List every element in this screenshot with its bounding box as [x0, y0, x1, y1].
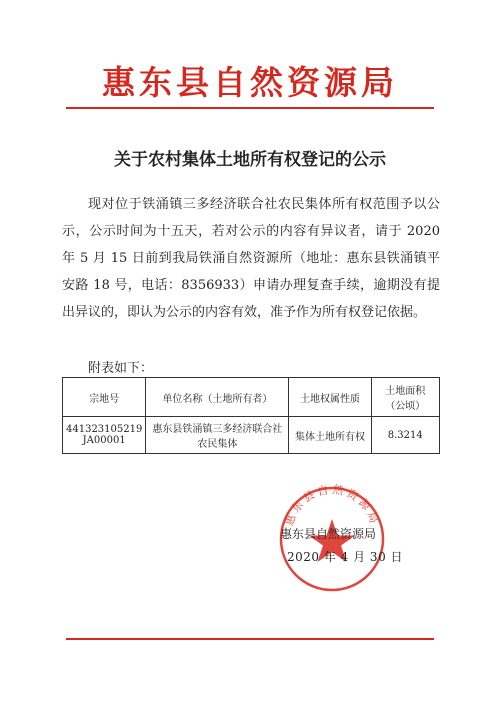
owner-line1: 惠东县铁涌镇三多经济联合社	[152, 424, 283, 435]
footer-divider	[66, 638, 434, 640]
letterhead-divider	[66, 107, 434, 109]
header-area-line2: （公顷）	[385, 401, 426, 412]
cell-nature: 集体土地所有权	[289, 417, 371, 454]
header-area-line1: 土地面积	[385, 386, 426, 397]
document-title: 关于农村集体土地所有权登记的公示	[114, 150, 386, 170]
notice-paragraph: 现对位于铁涌镇三多经济联合社农民集体所有权范围予以公示，公示时间为十五天，若对公示的内容有异议者，请于 2020 年 5 月 15 日前到我局铁涌自然资源所（地址：惠东县铁涌镇平安路 18 号，电话：8356933）申请办理复查手续，逾期没有提出异议的，即认为公示的内容有效，准予作为所有权登记依据。	[62, 197, 440, 320]
cell-area: 8.3214	[371, 417, 439, 454]
table-header-row	[63, 378, 440, 417]
signature-org: 惠东县自然资源局	[280, 527, 377, 541]
parcel-code-line2: JA00001	[82, 435, 126, 446]
signature-date: 2020 年 4 月 30 日	[287, 550, 404, 564]
table-row	[63, 417, 440, 454]
header-owner: 单位名称（土地所有者）	[146, 378, 289, 417]
header-nature: 土地权属性质	[289, 378, 371, 417]
land-registration-table	[62, 377, 440, 454]
seal-text: 惠东县自然资源局	[282, 484, 382, 528]
header-parcel-code: 宗地号	[63, 378, 146, 417]
notice-body	[62, 191, 440, 326]
parcel-code-line1: 441323105219	[66, 424, 143, 435]
header-area	[371, 378, 439, 417]
owner-line2: 农民集体	[197, 439, 238, 450]
cell-parcel-code	[63, 417, 146, 454]
letterhead-org-name: 惠东县自然资源局	[102, 63, 398, 102]
attachment-label: 附表如下：	[88, 361, 154, 376]
cell-owner	[146, 417, 289, 454]
